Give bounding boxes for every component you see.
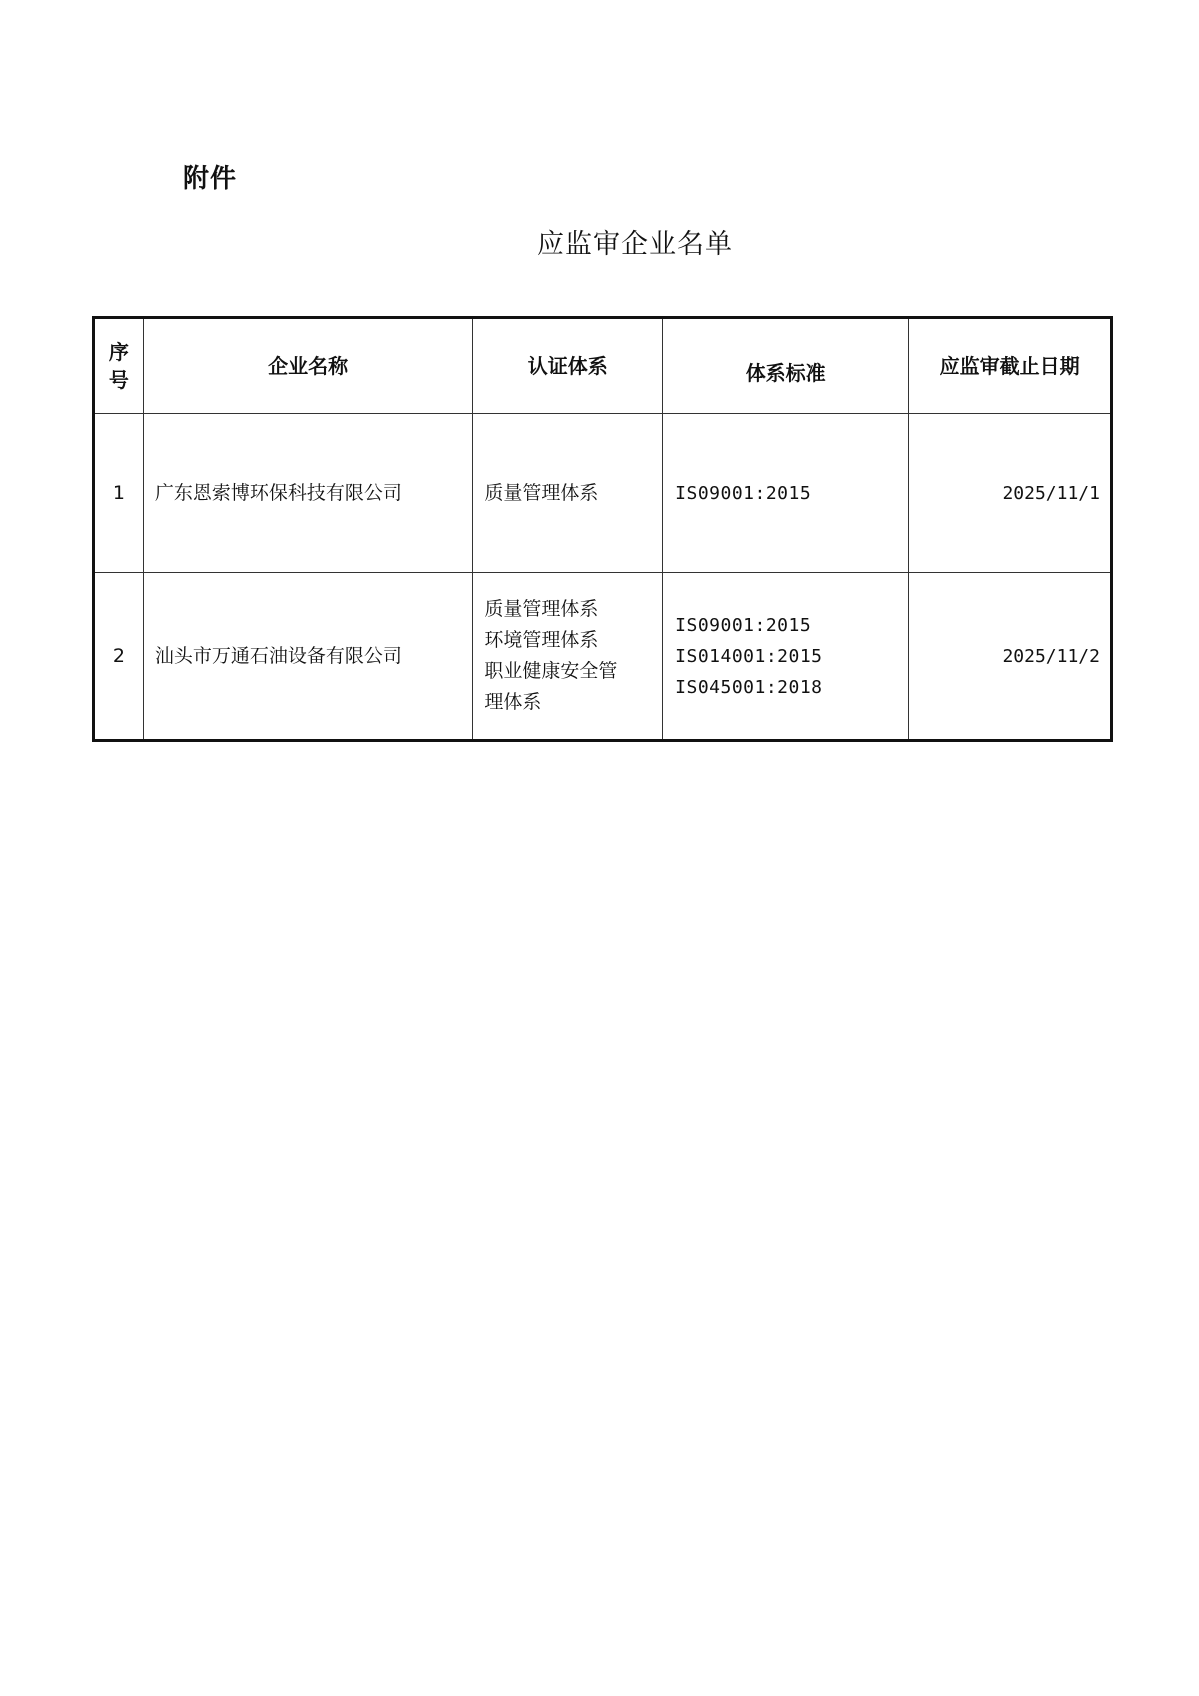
row-standard: IS09001:2015 IS014001:2015 IS045001:2018 [663, 573, 909, 741]
company-list-table [92, 316, 1113, 742]
table-header-row [94, 318, 1112, 414]
header-deadline: 应监审截止日期 [909, 318, 1112, 414]
header-system: 认证体系 [473, 318, 663, 414]
header-company: 企业名称 [143, 318, 473, 414]
table-row [94, 573, 1112, 741]
table-row [94, 414, 1112, 573]
row-deadline: 2025/11/2 [909, 573, 1112, 741]
header-standard: 体系标准 [663, 318, 909, 414]
row-company: 广东恩索博环保科技有限公司 [143, 414, 473, 573]
page-title: 应监审企业名单 [537, 229, 733, 260]
row-system: 质量管理体系 环境管理体系 职业健康安全管 理体系 [473, 573, 663, 741]
header-seq: 序 号 [94, 318, 144, 414]
row-seq: 1 [94, 414, 144, 573]
row-standard: IS09001:2015 [663, 414, 909, 573]
attachment-label: 附件 [183, 164, 238, 194]
row-seq: 2 [94, 573, 144, 741]
row-system: 质量管理体系 [473, 414, 663, 573]
row-deadline: 2025/11/1 [909, 414, 1112, 573]
row-company: 汕头市万通石油设备有限公司 [143, 573, 473, 741]
